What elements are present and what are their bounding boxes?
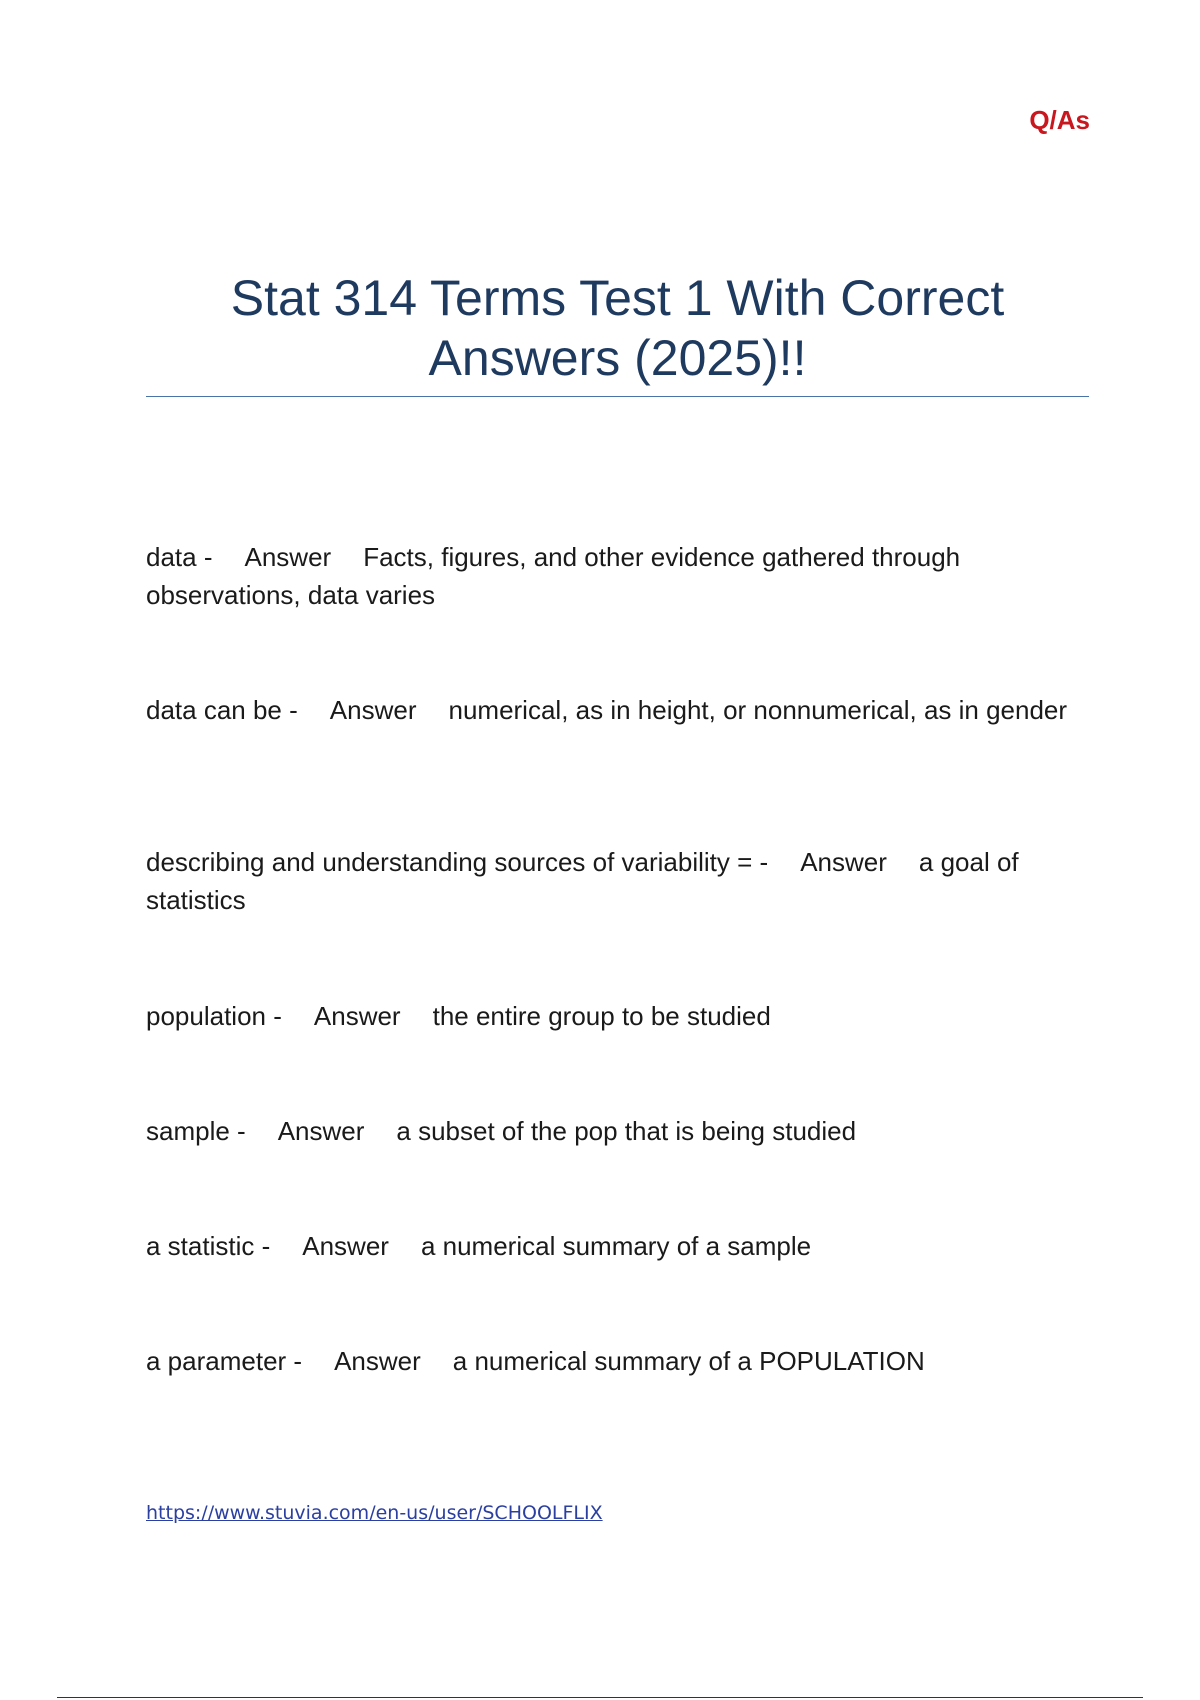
- qa-item: [146, 843, 1089, 919]
- qa-answer-label: Answer: [244, 542, 332, 572]
- qa-term: a statistic -: [146, 1231, 271, 1261]
- qa-answer: a numerical summary of a POPULATION: [452, 1346, 925, 1376]
- qa-term: population -: [146, 1001, 282, 1031]
- qa-answer: a numerical summary of a sample: [420, 1231, 812, 1261]
- qa-answer-label: Answer: [329, 695, 417, 725]
- qa-answer-label: Answer: [277, 1116, 365, 1146]
- qa-term: describing and understanding sources of variability = -: [146, 847, 769, 877]
- qa-answer-label: Answer: [800, 847, 887, 877]
- qa-item: [146, 1112, 856, 1150]
- qa-term: a parameter -: [146, 1346, 303, 1376]
- qa-item: [146, 1342, 925, 1380]
- title-block: [146, 268, 1089, 388]
- header-tag: Q/As: [1029, 105, 1090, 135]
- qa-answer-label: Answer: [334, 1346, 421, 1376]
- qa-answer: a subset of the pop that is being studied: [396, 1116, 857, 1146]
- footer-divider: [57, 1697, 1143, 1698]
- page-title: Stat 314 Terms Test 1 With Correct Answers (2025)!!: [230, 270, 1005, 386]
- qa-answer: numerical, as in height, or nonnumerical, as in gender: [448, 695, 1068, 725]
- qa-answer-label: Answer: [302, 1231, 389, 1261]
- qa-term: data -: [146, 542, 213, 572]
- qa-answer: Facts, figures, and other evidence gathered through observations, data varies: [146, 542, 961, 610]
- qa-answer: a goal of statistics: [146, 847, 1019, 915]
- qa-item: [146, 691, 1067, 729]
- qa-answer-label: Answer: [313, 1001, 401, 1031]
- title-divider: [146, 396, 1089, 397]
- qa-item: [146, 1227, 811, 1265]
- qa-term: data can be -: [146, 695, 298, 725]
- qa-item: [146, 997, 771, 1035]
- qa-answer: the entire group to be studied: [432, 1001, 771, 1031]
- qa-item: [146, 538, 1089, 614]
- source-link[interactable]: https://www.stuvia.com/en-us/user/SCHOOLFLIX: [146, 1502, 603, 1524]
- qa-term: sample -: [146, 1116, 246, 1146]
